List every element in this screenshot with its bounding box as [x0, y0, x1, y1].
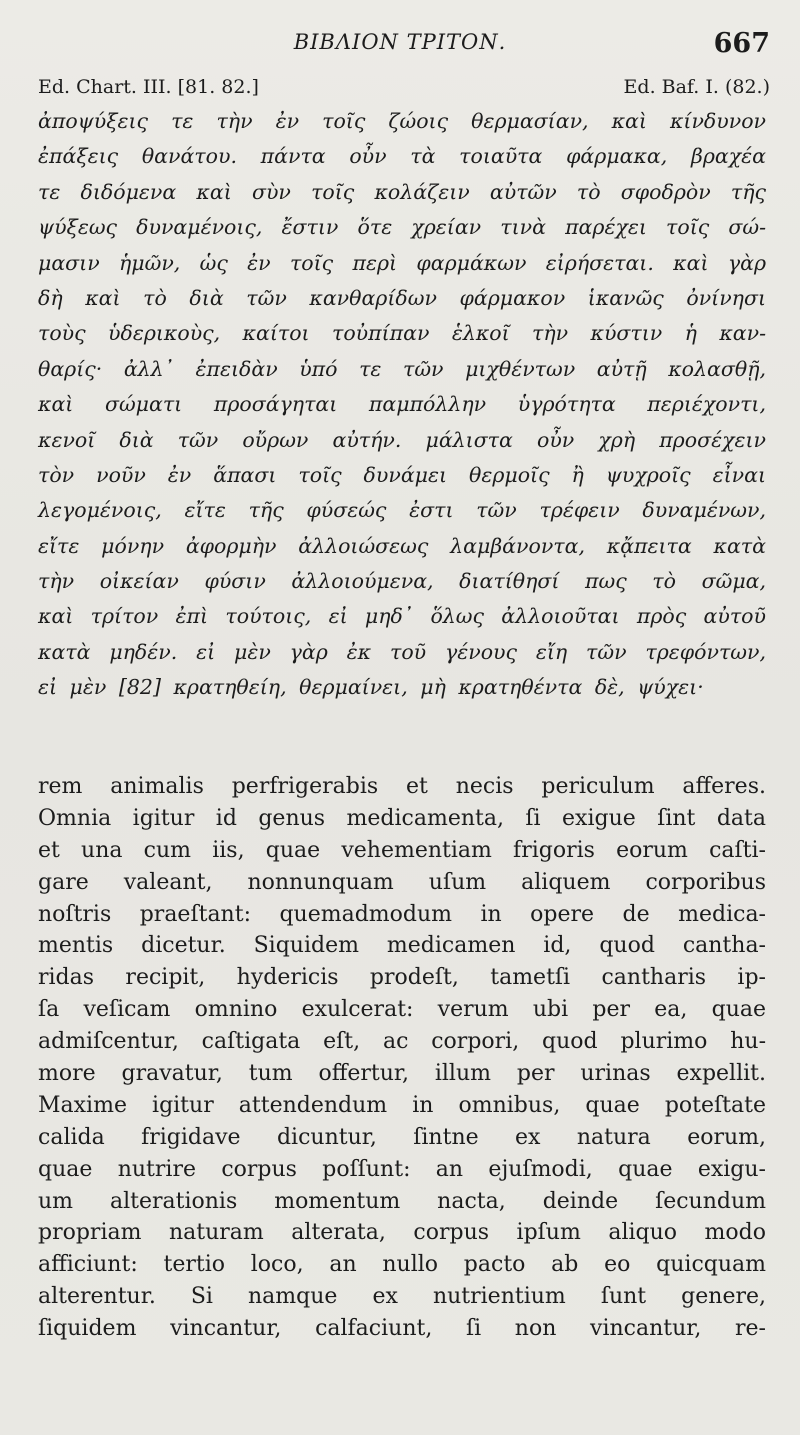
greek-text-line: κενοῖ διὰ τῶν οὔρων αὐτήν. μάλιστα οὖν χρὴ προσέχειν — [38, 427, 766, 452]
greek-text-line: ψύξεως δυναμένοις, ἔστιν ὅτε χρείαν τινὰ παρέχει τοῖς σώ- — [38, 215, 766, 240]
latin-text-line: et una cum iis, quae vehementiam frigoris eorum caſti- — [38, 837, 766, 863]
latin-text-line: ſiquidem vincantur, calfaciunt, ſi non vincantur, re- — [38, 1316, 766, 1342]
latin-text-line: ridas recipit, hydericis prodeſt, tametſi cantharis ip- — [38, 965, 766, 991]
latin-text-line: quae nutrire corpus poſſunt: an ejuſmodi, quae exigu- — [38, 1156, 766, 1182]
latin-text-line: noſtris praeſtant: quemadmodum in opere de medica- — [38, 901, 766, 927]
latin-text-block — [38, 771, 766, 1345]
latin-text-line: mentis dicetur. Siquidem medicamen id, quod cantha- — [38, 933, 766, 959]
latin-text-line: um alterationis momentum nacta, deinde ſecundum — [38, 1188, 766, 1214]
greek-text-line: τε διδόμενα καὶ σὺν τοῖς κολάζειν αὐτῶν τὸ σφοδρὸν τῆς — [38, 179, 766, 204]
latin-text-line: propriam naturam alterata, corpus ipſum aliquo modo — [38, 1220, 766, 1246]
greek-text-line: ἀποψύξεις τε τὴν ἐν τοῖς ζώοις θερμασίαν, καὶ κίνδυνον — [38, 109, 766, 133]
greek-text-line: εἰ μὲν [82] κρατηθείη, θερμαίνει, μὴ κρατηθέντα δὲ, ψύχει· — [38, 675, 704, 700]
greek-text-line: λεγομένοις, εἴτε τῆς φύσεώς ἐστι τῶν τρέφειν δυναμένων, — [38, 498, 766, 523]
greek-text-line: μασιν ἡμῶν, ὡς ἐν τοῖς περὶ φαρμάκων εἰρήσεται. καὶ γὰρ — [38, 250, 766, 275]
greek-text-line: κατὰ μηδέν. εἰ μὲν γὰρ ἐκ τοῦ γένους εἴη τῶν τρεφόντων, — [38, 639, 766, 664]
greek-text-line: δὴ καὶ τὸ διὰ τῶν κανθαρίδων φάρμακον ἱκανῶς ὀνίνησι — [38, 285, 766, 310]
greek-text-line: ἐπάξεις θανάτου. πάντα οὖν τὰ τοιαῦτα φάρμακα, βραχέα — [38, 144, 766, 169]
latin-text-line: calida frigidave dicuntur, ſintne ex natura eorum, — [38, 1124, 766, 1150]
latin-text-line: ſa veſicam omnino exulcerat: verum ubi per ea, quae — [38, 997, 766, 1023]
greek-text-line: τοὺς ὑδερικοὺς, καίτοι τοὐπίπαν ἑλκοῖ τὴν κύστιν ἡ καν- — [38, 321, 766, 346]
latin-text-line: Omnia igitur id genus medicamenta, ſi exigue ſint data — [38, 805, 766, 831]
greek-text-line: καὶ σώματι προσάγηται παμπόλλην ὑγρότητα περιέχοντι, — [38, 392, 766, 417]
edition-reference-right: Ed. Baf. I. (82.) — [623, 76, 770, 98]
greek-text-line: καὶ τρίτον ἐπὶ τούτοις, εἰ μηδ᾽ ὅλως ἀλλοιοῦται πρὸς αὐτοῦ — [38, 604, 766, 629]
latin-text-line: Maxime igitur attendendum in omnibus, quae poteſtate — [38, 1092, 766, 1118]
greek-text-line: εἴτε μόνην ἀφορμὴν ἀλλοιώσεως λαμβάνοντα, κᾄπειτα κατὰ — [38, 533, 766, 558]
edition-reference-left: Ed. Chart. III. [81. 82.] — [38, 76, 259, 98]
latin-text-line: admiſcentur, caſtigata eſt, ac corpori, quod plurimo hu- — [38, 1029, 766, 1055]
greek-text-line: θαρίς· ἀλλ᾽ ἐπειδὰν ὑπό τε τῶν μιχθέντων αὐτῇ κολασθῇ, — [38, 356, 766, 381]
latin-text-line: gare valeant, nonnunquam uſum aliquem corporibus — [38, 869, 766, 895]
greek-text-line: τὸν νοῦν ἐν ἅπασι τοῖς δυνάμει θερμοῖς ἢ ψυχροῖς εἶναι — [38, 462, 766, 487]
latin-text-line: alterentur. Si namque ex nutrientium ſunt genere, — [38, 1284, 766, 1310]
latin-text-line: afficiunt: tertio loco, an nullo pacto ab eo quicquam — [38, 1252, 766, 1278]
running-title: ΒΙΒΛΙΟΝ ΤΡΙΤΟΝ. — [293, 30, 507, 54]
greek-text-line: τὴν οἰκείαν φύσιν ἀλλοιούμενα, διατίθησί πως τὸ σῶμα, — [38, 569, 766, 594]
greek-text-block — [38, 104, 766, 706]
page-number: 667 — [713, 28, 770, 59]
latin-text-line: rem animalis perfrigerabis et necis periculum afferes. — [38, 774, 766, 799]
latin-text-line: more gravatur, tum offertur, illum per urinas expellit. — [38, 1061, 766, 1087]
